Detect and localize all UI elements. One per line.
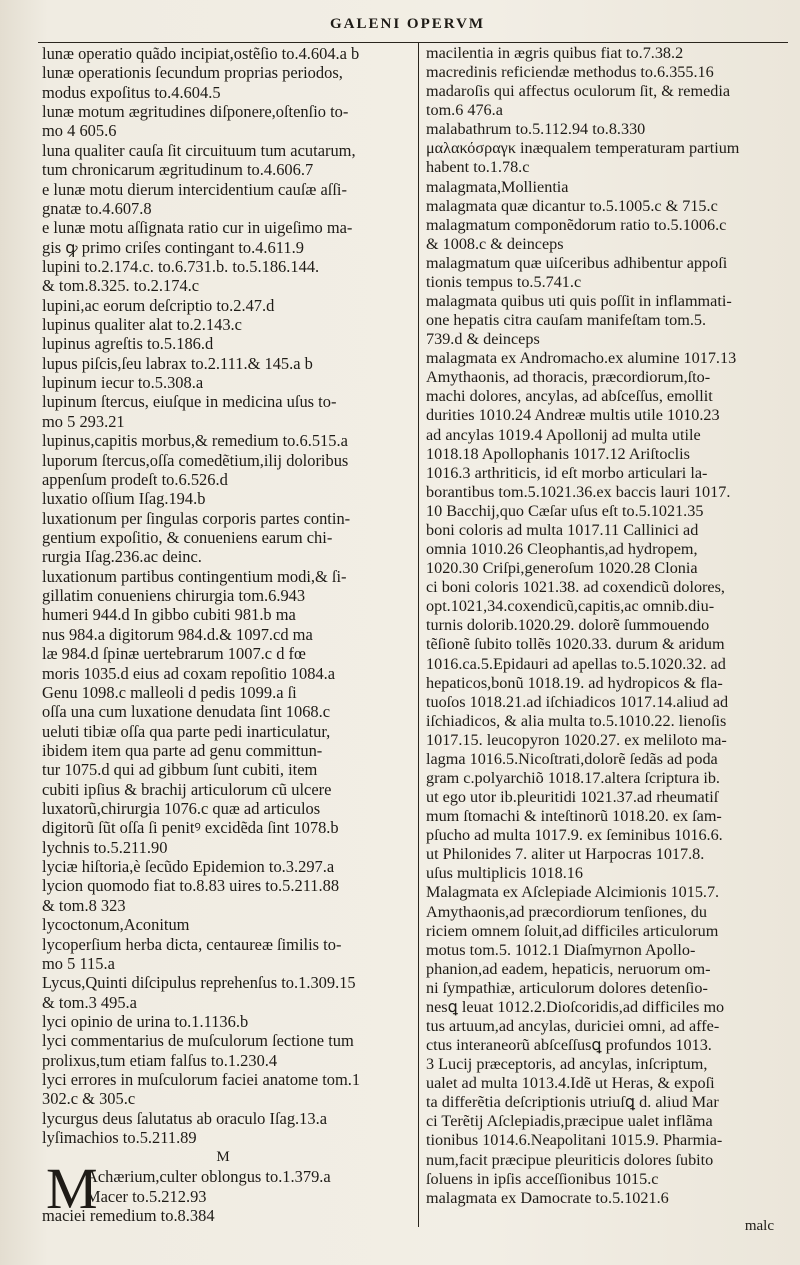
index-line: lupus piſcis,ſeu labrax to.2.111.& 145.a b (42, 353, 313, 373)
index-line: mo 4 605.6 (42, 121, 117, 141)
right-column (426, 44, 778, 1208)
index-line: tus artuum,ad ancylas, duriciei omni, ad affe- (426, 1016, 720, 1035)
index-line: μαλακόσραγκ inæqualem temperaturam partium (426, 139, 740, 158)
index-line: Amythaonis,ad præcordiorum tenſiones, du (426, 902, 707, 921)
index-line: digitorũ ſũt oſſa ſi penitꝰ excidẽda ſint 1078.b (42, 818, 339, 838)
index-line: madaroſis qui affectus oculorum ſit, & remedia (426, 82, 731, 101)
index-line: turnis dolorib.1020.29. dolorẽ ſummouendo (426, 616, 710, 635)
index-line: lupini to.2.174.c. to.6.731.b. to.5.186.144. (42, 256, 320, 276)
index-line: lychnis to.5.211.90 (42, 837, 168, 857)
index-line: luxationum per ſingulas corporis partes contin- (42, 508, 351, 528)
index-line: tom.6 476.a (426, 101, 503, 120)
index-line: lycoperſium herba dicta, centaureæ ſimilis to- (42, 934, 342, 954)
header-rule (38, 42, 788, 43)
index-line: lagma 1016.5.Nicoſtrati,dolorẽ ſedãs ad poda (426, 749, 718, 768)
index-line: habent to.1.78.c (426, 158, 530, 177)
index-line: rurgia Iſag.236.ac deinc. (42, 547, 202, 567)
index-line: opt.1021,34.coxendicũ,capitis,ac omnib.diu- (426, 597, 715, 616)
index-line: riciem omnem ſoluit,ad difficiles articulorum (426, 921, 719, 940)
index-line: lyciæ hiſtoria,è ſecũdo Epidemion to.3.297.a (42, 857, 335, 877)
index-line: borantibus tom.5.1021.36.ex baccis lauri 1017. (426, 482, 731, 501)
index-line: 1020.30 Criſpi,generoſum 1020.28 Clonia (426, 559, 698, 578)
index-line: machi dolores, ancylas, ad abſceſſus, emollit (426, 387, 713, 406)
index-line: 1016.ca.5.Epidauri ad apellas to.5.1020.32. ad (426, 654, 726, 673)
index-line: tuoſos 1018.21.ad iſchiadicos 1017.14.aliud ad (426, 692, 729, 711)
index-line: Amythaonis, ad thoracis, præcordiorum,ſto- (426, 368, 711, 387)
index-line: malagmatum componẽdorum ratio to.5.1006.c (426, 215, 727, 234)
index-line: 3 Lucij præceptoris, ad ancylas, inſcriptum, (426, 1055, 708, 1074)
index-line: pſucho ad multa 1017.9. ex ſeminibus 1016.6. (426, 826, 723, 845)
index-line: lunæ motum ægritudines diſponere,oſtenſio to- (42, 102, 349, 122)
index-line: ut Philonides 7. aliter ut Harpocras 1017.8. (426, 845, 705, 864)
index-line: mo 5 293.21 (42, 411, 125, 431)
index-line: gram c.polyarchiõ 1018.17.altera ſcriptura ib. (426, 768, 720, 787)
index-line: lupini,ac eorum deſcriptio to.2.47.d (42, 295, 275, 315)
index-line: e lunæ motu aſſignata ratio cur in uigeſimo ma- (42, 218, 353, 238)
index-line: Achærium,culter oblongus to.1.379.a (86, 1167, 331, 1187)
index-line: tionis tempus to.5.741.c (426, 272, 582, 291)
index-line: ci Terẽtij Aſclepiadis,præcipue ualet inflãma (426, 1112, 713, 1131)
column-divider (418, 42, 419, 1227)
index-line: iſchiadicos, & alia multa to.5.1010.22. lienoſis (426, 711, 727, 730)
index-line: one hepatis citra cauſam manifeſtam tom.5. (426, 311, 707, 330)
index-line: 10 Bacchij,quo Cæſar uſus eſt to.5.1021.35 (426, 501, 704, 520)
index-line: gentium expoſitio, & conueniens earum chi- (42, 527, 333, 547)
index-line: ad ancylas 1019.4 Apollonij ad multa utile (426, 425, 701, 444)
index-line: læ 984.d ſpinæ uertebrarum 1007.c d fœ (42, 644, 306, 664)
index-line: Malagmata ex Aſclepiade Alcimionis 1015.7. (426, 883, 720, 902)
index-line: lycoctonum,Aconitum (42, 915, 190, 935)
index-line: lupinus,capitis morbus,& remedium to.6.515.a (42, 431, 348, 451)
running-title: GALENI OPERVM (330, 16, 486, 32)
index-line: gis ꝙ primo criſes contingant to.4.611.9 (42, 237, 304, 257)
index-line: ut ego utor ib.pleuritidi 1021.37.ad rheumatiſ (426, 788, 719, 807)
index-line: luxatorũ,chirurgia 1076.c quæ ad articulos (42, 799, 321, 819)
index-line: moris 1035.d eius ad coxam repoſitio 1084.a (42, 663, 336, 683)
index-line: & tom.8 323 (42, 895, 126, 915)
index-line: lyſimachios to.5.211.89 (42, 1128, 197, 1148)
index-line: 739.d & deinceps (426, 330, 540, 349)
index-line: macilentia in ægris quibus fiat to.7.38.2 (426, 44, 684, 62)
index-line: boni coloris ad multa 1017.11 Callinici ad (426, 520, 699, 539)
index-line: 1018.18 Apollophanis 1017.12 Ariſtoclis (426, 444, 690, 463)
index-line: prolixus,tum etiam falſus to.1.230.4 (42, 1050, 278, 1070)
index-line: malagmata quibus uti quis poſſit in inflammati- (426, 292, 732, 311)
index-line: malagmata,Mollientia (426, 177, 569, 196)
index-line: malagmata ex Andromacho.ex alumine 1017.13 (426, 349, 737, 368)
index-line: Macer to.5.212.93 (86, 1186, 207, 1206)
index-line: 1017.15. leucopyron 1020.27. ex meliloto ma- (426, 730, 727, 749)
index-line: lupinus qualiter alat to.2.143.c (42, 315, 242, 335)
index-line: lyci errores in muſculorum faciei anatome tom.1 (42, 1070, 361, 1090)
left-column (42, 44, 404, 1226)
index-line: luna qualiter cauſa ſit circuituum tum acutarum, (42, 140, 356, 160)
index-line: phanion,ad eadem, hepaticis, neruorum om- (426, 959, 711, 978)
index-line: & tom.3 495.a (42, 992, 137, 1012)
index-line: lunæ operationis ſecundum proprias periodos, (42, 63, 343, 83)
index-line: Lycus,Quinti diſcipulus reprehenſus to.1.309.15 (42, 973, 356, 993)
index-line: 302.c & 305.c (42, 1089, 136, 1109)
catchword: malc (744, 1218, 774, 1234)
index-line: omnia 1010.26 Cleophantis,ad hydropem, (426, 540, 698, 559)
index-line: lunæ operatio quãdo incipiat,ostẽſio to.4.604.a b (42, 44, 360, 63)
index-line: malabathrum to.5.112.94 to.8.330 (426, 120, 646, 139)
page-header (0, 16, 800, 40)
index-line: luporum ſtercus,oſſa comedẽtium,ilij doloribus (42, 450, 349, 470)
index-line: ta differẽtia deſcriptionis utriuſꝗ d. aliud Mar (426, 1093, 719, 1112)
index-line: durities 1010.24 Andreæ multis utile 1010.23 (426, 406, 720, 425)
index-line: hepaticos,bonũ 1018.19. ad hydropicos & fla- (426, 673, 723, 692)
index-line: tẽſionẽ ſubito tollẽs 1020.33. durum & aridum (426, 635, 725, 654)
index-line: macredinis reficiendæ methodus to.6.355.16 (426, 63, 714, 82)
index-line: Genu 1098.c malleoli d pedis 1099.a ſi (42, 682, 297, 702)
index-line: ni ſympathiæ, articulorum dolores detenſio- (426, 978, 708, 997)
index-line: & tom.8.325. to.2.174.c (42, 276, 200, 296)
index-line: motus tom.5. 1012.1 Diaſmyrnon Apollo- (426, 940, 696, 959)
index-line: ci boni coloris 1021.38. ad coxendicũ dolores, (426, 578, 725, 597)
index-line: ueluti tibiæ oſſa qua parte pedi inarticulatur, (42, 721, 331, 741)
index-line: & 1008.c & deinceps (426, 234, 564, 253)
index-line: ſoluens in ipſis acceſſionibus 1015.c (426, 1169, 659, 1188)
index-line: mo 5 115.a (42, 953, 115, 973)
index-line: luxationum partibus contingentium modi,& ſi- (42, 566, 347, 586)
index-line: cubiti ipſius & brachij articulorum cũ ulcere (42, 779, 332, 799)
drop-capital: M (46, 1156, 98, 1222)
index-line: oſſa una cum luxatione denudata ſint 1068.c (42, 702, 331, 722)
index-line: num,facit præcipue pleuriticis dolores ſubito (426, 1150, 714, 1169)
index-line: lycurgus deus ſalutatus ab oraculo Iſag.13.a (42, 1108, 327, 1128)
index-line: tionibus 1014.6.Neapolitani 1015.9. Pharmia- (426, 1131, 723, 1150)
index-line: lupinus agreſtis to.5.186.d (42, 334, 214, 354)
index-line: luxatio oſſium Iſag.194.b (42, 489, 206, 509)
index-line: ctus interaneorũ abſceſſusꝗ profundos 1013. (426, 1036, 712, 1055)
index-line: humeri 944.d In gibbo cubiti 981.b ma (42, 605, 296, 625)
index-line: nus 984.a digitorum 984.d.& 1097.cd ma (42, 624, 313, 644)
index-line: lycion quomodo fiat to.8.83 uires to.5.211.88 (42, 876, 340, 896)
index-line: lupinum iecur to.5.308.a (42, 373, 204, 393)
index-line: lyci opinio de urina to.1.1136.b (42, 1011, 249, 1031)
index-line: modus expoſitus to.4.604.5 (42, 82, 221, 102)
index-line: lyci commentarius de muſculorum ſectione tum (42, 1031, 354, 1051)
index-line: e lunæ motu dierum intercidentium cauſæ aſſi- (42, 179, 347, 199)
index-line: appenſum prodeſt to.6.526.d (42, 469, 228, 489)
index-line: nesꝗ leuat 1012.2.Dioſcoridis,ad difficiles mo (426, 997, 725, 1016)
index-line: 1016.3 arthriticis, id eſt morbo articulari la- (426, 463, 708, 482)
index-line: uſus multiplicis 1018.16 (426, 864, 583, 883)
index-line: malagmatum quæ uiſceribus adhibentur appoſi (426, 253, 728, 272)
index-line: malagmata quæ dicantur to.5.1005.c & 715.c (426, 196, 718, 215)
index-line: lupinum ſtercus, eiuſque in medicina uſus to- (42, 392, 337, 412)
index-line: tur 1075.d qui ad gibbum ſunt cubiti, item (42, 760, 318, 780)
index-line: mum ſtomachi & inteſtinorũ 1018.20. ex ſam- (426, 807, 722, 826)
section-letter: M (216, 1149, 230, 1166)
index-line: gnatæ to.4.607.8 (42, 198, 152, 218)
index-line: tum chronicarum ægritudinum to.4.606.7 (42, 160, 314, 180)
index-line: malagmata ex Damocrate to.5.1021.6 (426, 1188, 669, 1207)
index-line: ualet ad multa 1013.4.Idẽ ut Heras, & expoſi (426, 1074, 715, 1093)
index-line: gillatim conueniens chirurgia tom.6.943 (42, 586, 306, 606)
index-line: maciei remedium to.8.384 (42, 1206, 215, 1226)
index-line: ibidem item qua parte ad genu committun- (42, 740, 323, 760)
